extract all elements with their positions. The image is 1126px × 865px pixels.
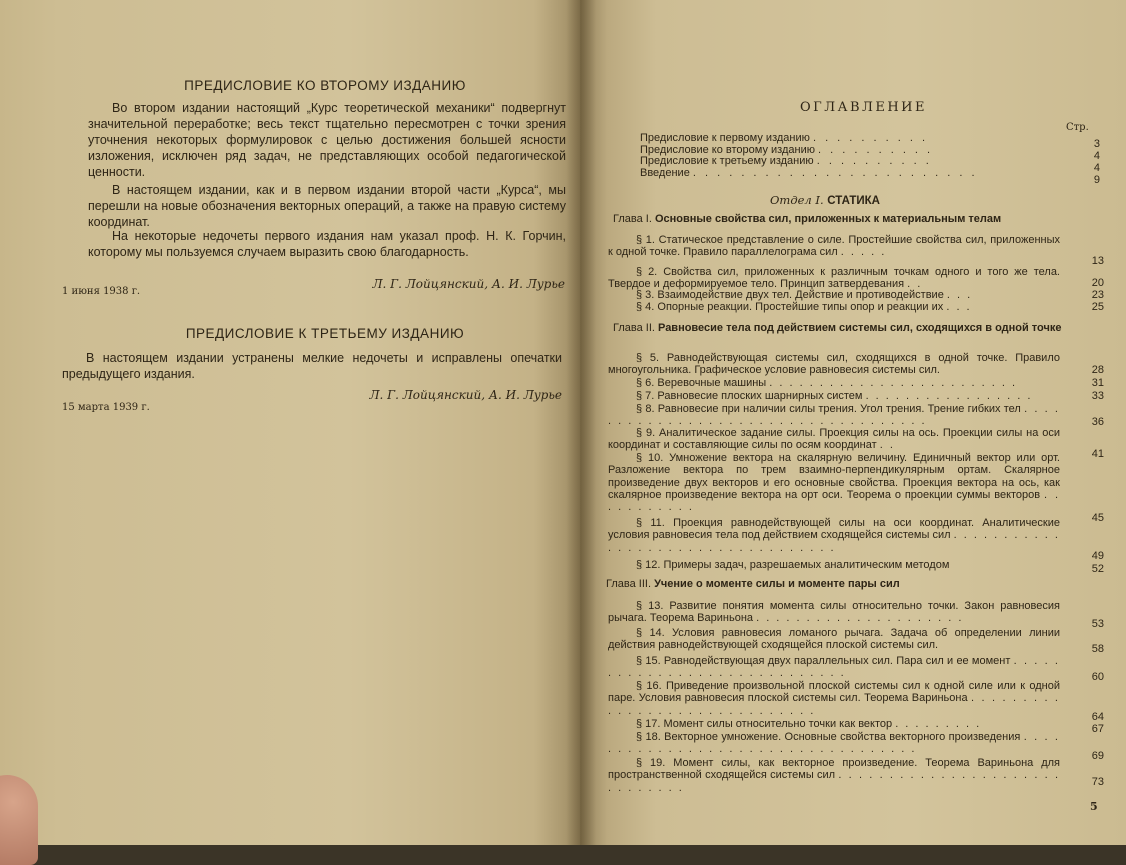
front-matter-item: Введение . . . . . . . . . . . . . . . . . . . . . . . . (640, 166, 978, 179)
toc-entry: § 17. Момент силы относительно точки как вектор . . . . . . . . . (636, 718, 982, 730)
toc-page: 31 (1091, 377, 1104, 389)
toc-entry: § 3. Взаимодействие двух тел. Действие и противодействие . . . (636, 289, 973, 301)
page-column-label: Стр. (1066, 122, 1089, 133)
preface2-title: ПРЕДИСЛОВИЕ КО ВТОРОМУ ИЗДАНИЮ (184, 78, 466, 93)
preface2-paragraph-2: В настоящем издании, как и в первом издании второй части „Курса“, мы перешли на новые обозначения векторных операций, а также на правую систему координат. (88, 183, 566, 229)
toc-entry: § 18. Векторное умножение. Основные свойства векторного произведения . . . . . . . . . . . . . . . . . . . . . . . . . . . . . . . . . . . (608, 731, 1060, 756)
toc-entry: § 4. Опорные реакции. Простейшие типы опор и реакции их . . . (636, 301, 972, 313)
toc-page: 52 (1091, 563, 1104, 575)
finger (0, 775, 38, 865)
toc-entry: § 16. Приведение произвольной плоской системы сил к одной силе или к одной паре. Условия равновесия плоской системы сил. Теорема Вариньона . . . . . . . . . . . . . . . . . . . . . . . . . . . . . . (608, 680, 1060, 717)
toc-entry: § 1. Статическое представление о силе. Простейшие свойства сил, приложенных к одной точке. Правило параллелограма сил . . . . . (608, 234, 1060, 259)
toc-entry: § 9. Аналитическое задание силы. Проекция силы на ось. Проекции силы на оси координат и составляющие силы по осям координат . . (608, 427, 1060, 452)
front-matter-page: 3 (1093, 138, 1100, 150)
toc-page: 64 (1091, 711, 1104, 723)
front-matter-list (640, 132, 978, 179)
toc-entry: § 2. Свойства сил, приложенных к различным точкам одного и того же тела. Твердое и деформируемое тело. Принцип затвердевания . . (608, 266, 1060, 291)
front-matter-page: 4 (1093, 150, 1100, 162)
toc-page: 20 (1091, 277, 1104, 289)
page-number: 5 (1090, 800, 1098, 813)
preface2-paragraph-3: На некоторые недочеты первого издания нам указал проф. Н. К. Горчин, которому мы пользуемся случаем выразить свою благодарность. (88, 229, 566, 259)
toc-page: 33 (1091, 390, 1104, 402)
toc-title: ОГЛАВЛЕНИЕ (800, 100, 928, 115)
toc-page: 58 (1091, 643, 1104, 655)
toc-entry: § 8. Равновесие при наличии силы трения. Угол трения. Трение гибких тел . . . . . . . . . . . . . . . . . . . . . . . . . . . . . . . . . . . . (608, 403, 1060, 428)
toc-entry: § 5. Равнодействующая системы сил, сходящихся в одной точке. Правило многоугольника. Графическое условие равновесия системы сил. (608, 352, 1060, 377)
front-matter-item: Предисловие к третьему изданию . . . . . . . . . . (640, 155, 932, 167)
toc-page: 67 (1091, 723, 1104, 735)
toc-entry: § 13. Развитие понятия момента силы относительно точки. Закон равновесия рычага. Теорема Вариньона . . . . . . . . . . . . . . . . . . . . . (608, 600, 1060, 625)
toc-entry: § 6. Веревочные машины . . . . . . . . . . . . . . . . . . . . . . . . . (636, 377, 1018, 389)
toc-page: 23 (1091, 289, 1104, 301)
toc-entry: § 10. Умножение вектора на скалярную величину. Единичный вектор или орт. Разложение вектора по трем взаимно-перпендикулярным ортам. Скалярное произведение двух векторов и его основные свойства. Проекция вектора на ось, как скалярное произведение вектора на орт оси. Теорема о проекции суммы векторов . . . . . . . . . . . (608, 452, 1061, 514)
toc-page: 69 (1091, 750, 1104, 762)
toc-page: 49 (1091, 550, 1104, 562)
toc-page: 53 (1091, 618, 1104, 630)
book-gutter (566, 0, 596, 845)
toc-page: 41 (1091, 448, 1104, 460)
toc-entry: § 11. Проекция равнодействующей силы на оси координат. Аналитические условия равновесия тела под действием сходящейся системы сил . . . . . . . . . . . . . . . . . . . . . . . . . . . . . . . . . . (608, 517, 1060, 554)
preface3-date: 15 марта 1939 г. (62, 402, 150, 413)
chapter-heading: Глава II. Равновесие тела под действием системы сил, сходящихся в одной точке (613, 322, 1062, 334)
preface3-title: ПРЕДИСЛОВИЕ К ТРЕТЬЕМУ ИЗДАНИЮ (185, 326, 465, 341)
toc-page: 45 (1091, 512, 1104, 524)
toc-page: 73 (1091, 776, 1104, 788)
preface2-date: 1 июня 1938 г. (62, 286, 141, 297)
toc-entry: § 12. Примеры задач, разрешаемых аналитическим методом (636, 559, 950, 571)
chapter-heading: Глава I. Основные свойства сил, приложенных к материальным телам (613, 213, 1002, 225)
front-matter-page: 9 (1093, 174, 1100, 186)
toc-page: 28 (1091, 364, 1104, 376)
preface2-signature: Л. Г. Лойцянский, А. И. Лурье (372, 277, 565, 291)
toc-entry: § 7. Равновесие плоских шарнирных систем . . . . . . . . . . . . . . . . . (636, 390, 1033, 402)
toc-page: 25 (1091, 301, 1104, 313)
toc-entry: § 15. Равнодействующая двух параллельных сил. Пара сил и ее момент . . . . . . . . . . . . . . . . . . . . . . . . . . . . . (608, 655, 1060, 680)
front-matter-item: Предисловие ко второму изданию . . . . . . . . . . (640, 143, 934, 156)
preface3-paragraph-1: В настоящем издании устранены мелкие недочеты и исправлены опечатки предыдущего издания. (62, 351, 562, 381)
toc-page: 36 (1091, 416, 1104, 428)
preface3-signature: Л. Г. Лойцянский, А. И. Лурье (369, 388, 562, 402)
toc-page: 60 (1091, 671, 1104, 683)
preface2-paragraph-1: Во втором издании настоящий „Курс теоретической механики“ подвергнут значительной переработке; весь текст тщательно пересмотрен с точки зрения уточнения некоторых формулировок с целью достижения большей ясности изложения, исключен ряд задач, не представляющих особой педагогической ценности. (88, 101, 566, 179)
toc-entry: § 19. Момент силы, как векторное произведение. Теорема Вариньона для пространственной сходящейся системы сил . . . . . . . . . . . . . . . . . . . . . . . . . . . . . . (608, 757, 1061, 794)
front-matter-item: Предисловие к первому изданию . . . . . . . . . . (640, 132, 929, 144)
toc-entry: § 14. Условия равновесия ломаного рычага. Задача об определении линии действия равнодействующей сходящейся плоской системы сил. (608, 627, 1060, 652)
front-matter-page: 4 (1093, 162, 1100, 174)
toc-page: 13 (1091, 255, 1104, 267)
section-heading: Отдел I. СТАТИКА (770, 193, 880, 207)
chapter-heading: Глава III. Учение о моменте силы и моменте пары сил (606, 578, 900, 590)
